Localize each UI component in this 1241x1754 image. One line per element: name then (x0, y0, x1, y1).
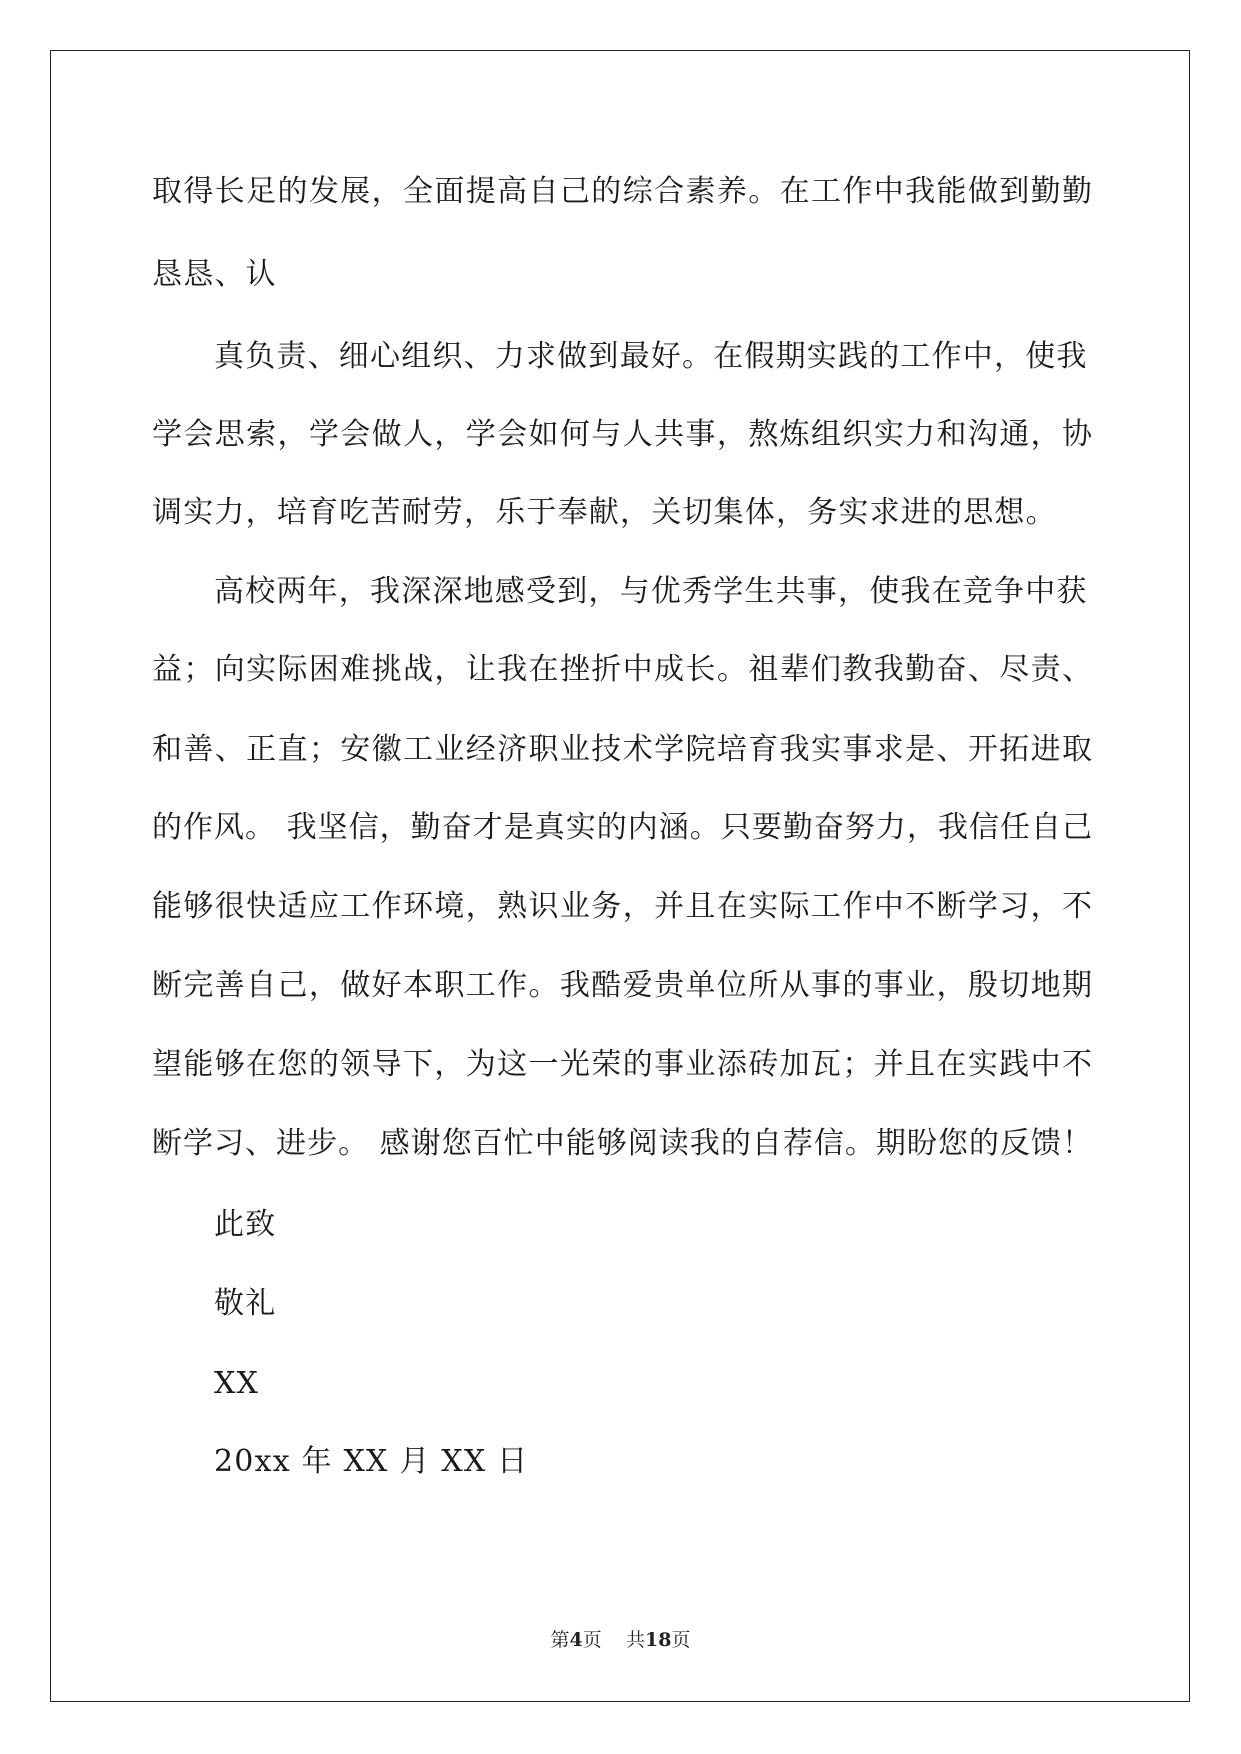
page-suffix: 页 (582, 1629, 602, 1651)
body-line-13: 断学习、进步。 感谢您百忙中能够阅读我的自荐信。期盼您的反馈！ (152, 1126, 1092, 1161)
body-line-12: 望能够在您的领导下，为这一光荣的事业添砖加瓦；并且在实践中不 (152, 1047, 1092, 1082)
closing-salutation-2: 敬礼 (214, 1286, 277, 1321)
body-line-11: 断完善自己，做好本职工作。我酷爱贵单位所从事的事业，殷切地期 (152, 968, 1092, 1003)
page-footer (0, 1628, 1241, 1652)
body-line-5: 调实力，培育吃苦耐劳，乐于奉献，关切集体，务实求进的思想。 (152, 495, 1057, 530)
letter-date: 20xx 年 XX 月 XX 日 (214, 1444, 529, 1479)
body-line-10: 能够很快适应工作环境，熟识业务，并且在实际工作中不断学习，不 (152, 889, 1092, 924)
total-pages: 18 (644, 1629, 672, 1651)
body-line-6: 高校两年，我深深地感受到，与优秀学生共事，使我在竞争中获 (214, 574, 1088, 609)
signature: XX (214, 1366, 260, 1401)
body-line-8: 和善、正直；安徽工业经济职业技术学院培育我实事求是、开拓进取 (152, 732, 1092, 767)
closing-salutation-1: 此致 (214, 1207, 277, 1242)
body-line-1: 取得长足的发展，全面提高自己的综合素养。在工作中我能做到勤勤 (152, 174, 1092, 209)
body-line-9: 的作风。 我坚信，勤奋才是真实的内涵。只要勤奋努力，我信任自己 (152, 810, 1092, 845)
total-suffix: 页 (671, 1629, 691, 1651)
page-prefix: 第 (550, 1629, 570, 1651)
page-number: 4 (569, 1629, 583, 1651)
body-line-4: 学会思索，学会做人，学会如何与人共事，熬炼组织实力和沟通，协 (152, 417, 1092, 452)
total-prefix: 共 (625, 1629, 645, 1651)
body-line-7: 益；向实际困难挑战，让我在挫折中成长。祖辈们教我勤奋、尽责、 (152, 652, 1092, 687)
body-line-2: 恳恳、认 (152, 257, 277, 292)
body-line-3: 真负责、细心组织、力求做到最好。在假期实践的工作中，使我 (214, 339, 1088, 374)
